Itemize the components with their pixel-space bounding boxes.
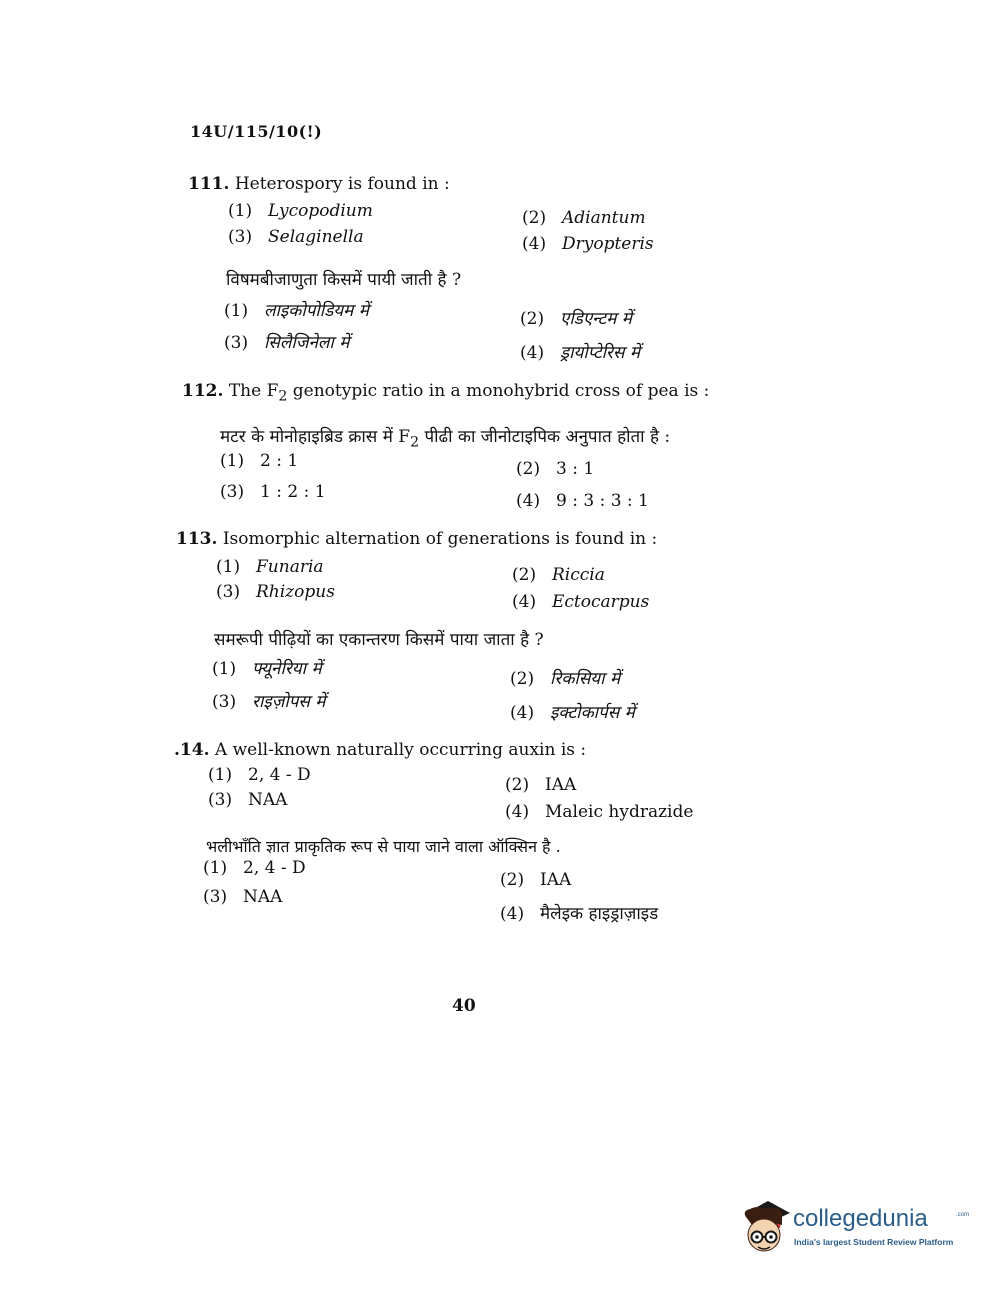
option-3: (3) Rhizopus bbox=[216, 582, 335, 602]
option-4: (4) Dryopteris bbox=[522, 234, 654, 254]
hindi-question-text: समरूपी पीढ़ियों का एकान्तरण किसमें पाया जाता है ? bbox=[214, 630, 544, 650]
question-number: 113. bbox=[176, 529, 218, 549]
option-3: (3) 1 : 2 : 1 bbox=[220, 482, 326, 502]
question-text: Isomorphic alternation of generations is found in : bbox=[222, 529, 658, 549]
logo-suffix: .com bbox=[956, 1212, 970, 1218]
question-114 bbox=[174, 740, 586, 760]
option-4: (4) 9 : 3 : 3 : 1 bbox=[516, 491, 649, 511]
hindi-option-4: (4) मैलेइक हाइड्राज़ाइड bbox=[500, 904, 659, 924]
logo-tagline: India's largest Student Review Platform bbox=[794, 1237, 954, 1247]
question-number: 111. bbox=[188, 174, 230, 194]
option-3: (3) NAA bbox=[208, 790, 288, 810]
hindi-question-text: भलीभाँति ज्ञात प्राकृतिक रूप से पाया जाने वाला ऑक्सिन है . bbox=[206, 837, 561, 856]
hindi-option-3: (3) NAA bbox=[203, 887, 283, 907]
hindi-question-text: विषमबीजाणुता किसमें पायी जाती है ? bbox=[226, 270, 462, 290]
page-number: 40 bbox=[452, 996, 476, 1016]
hindi-question-text: मटर के मोनोहाइब्रिड क्रास में $F_2$ पीढी का जीनोटाइपिक अनुपात होता है : bbox=[220, 427, 671, 451]
hindi-option-4: (4) इक्टोकार्पस में bbox=[510, 703, 635, 723]
hindi-option-1: (1) लाइकोपोडियम में bbox=[224, 301, 369, 321]
logo-name: collegedunia bbox=[793, 1205, 928, 1232]
hindi-option-3: (3) राइज़ोपस में bbox=[212, 692, 326, 712]
option-1: (1) 2, 4 - D bbox=[208, 765, 311, 785]
hindi-option-2: (2) रिकसिया में bbox=[510, 669, 621, 689]
option-1: (1) Lycopodium bbox=[228, 201, 373, 221]
option-2: (2) Adiantum bbox=[522, 208, 646, 228]
option-4: (4) Maleic hydrazide bbox=[505, 802, 694, 822]
question-112: 112. The $F_2$ genotypic ratio in a monohybrid cross of pea is : bbox=[182, 381, 710, 405]
question-113 bbox=[176, 529, 657, 549]
question-number: .14. bbox=[174, 740, 210, 760]
hindi-option-2: (2) एडिएन्टम में bbox=[520, 309, 632, 329]
hindi-option-4: (4) ड्रायोप्टेरिस में bbox=[520, 343, 641, 363]
paper-code: 14U/115/10(!) bbox=[190, 122, 323, 141]
option-1: (1) 2 : 1 bbox=[220, 451, 299, 471]
question-text: A well-known naturally occurring auxin is : bbox=[214, 740, 587, 760]
mascot-icon bbox=[738, 1195, 794, 1265]
question-text: Heterospory is found in : bbox=[234, 174, 450, 194]
option-2: (2) Riccia bbox=[512, 565, 605, 585]
option-2: (2) IAA bbox=[505, 775, 577, 795]
question-number: 112. bbox=[182, 381, 224, 401]
question-111 bbox=[188, 174, 450, 194]
option-1: (1) Funaria bbox=[216, 557, 324, 577]
option-3: (3) Selaginella bbox=[228, 227, 364, 247]
hindi-option-1: (1) फ्यूनेरिया में bbox=[212, 659, 322, 679]
hindi-option-3: (3) सिलैजिनेला में bbox=[224, 333, 350, 353]
option-2: (2) 3 : 1 bbox=[516, 459, 595, 479]
collegedunia-logo bbox=[738, 1195, 968, 1265]
hindi-option-1: (1) 2, 4 - D bbox=[203, 858, 306, 878]
option-4: (4) Ectocarpus bbox=[512, 592, 650, 612]
hindi-option-2: (2) IAA bbox=[500, 870, 572, 890]
